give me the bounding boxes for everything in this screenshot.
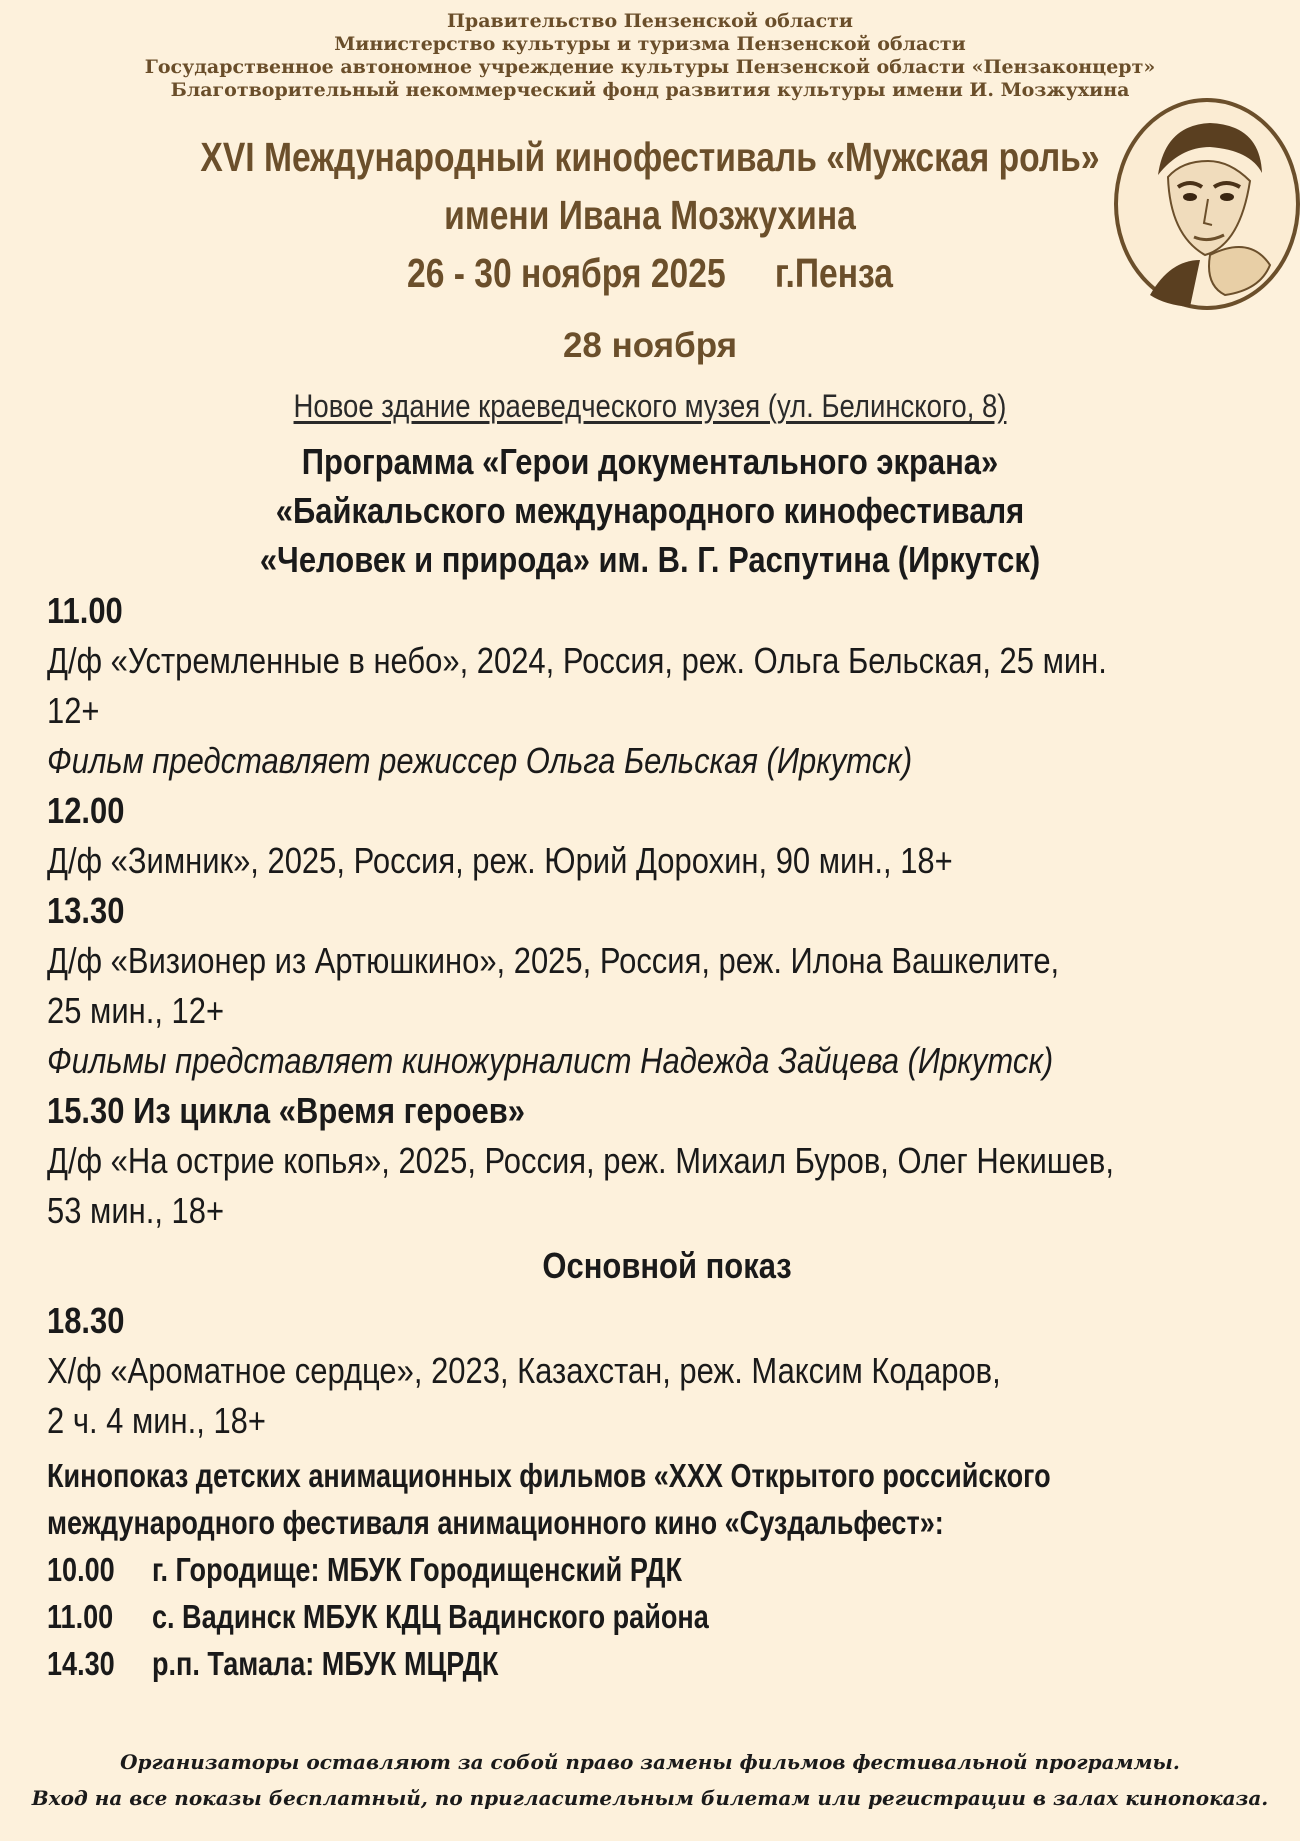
schedule-time: 11.00 bbox=[47, 590, 123, 631]
footer-line: Организаторы оставляют за собой право замены фильмов фестивальной программы. bbox=[120, 1750, 1180, 1774]
program-title-line: Программа «Герои документального экрана» bbox=[301, 441, 999, 482]
organizers-header bbox=[0, 10, 1300, 102]
schedule bbox=[47, 586, 1113, 1446]
film-description: Х/ф «Ароматное сердце», 2023, Казахстан, реж. Максим Кодаров, bbox=[47, 1350, 1001, 1391]
actor-portrait-icon bbox=[1110, 95, 1300, 313]
film-description: 53 мин., 18+ bbox=[47, 1190, 225, 1231]
film-description: 12+ bbox=[47, 690, 100, 731]
film-note: Фильм представляет режиссер Ольга Бельская (Иркутск) bbox=[47, 740, 913, 781]
kinopokaz-place: с. Вадинск МБУК КДЦ Вадинского района bbox=[151, 1598, 709, 1635]
kinopokaz-intro: Кинопоказ детских анимационных фильмов «ХХХ Открытого российского bbox=[47, 1457, 1051, 1494]
kinopokaz-place: г. Городище: МБУК Городищенский РДК bbox=[151, 1551, 682, 1588]
program-title-line: «Человек и природа» им. В. Г. Распутина (Иркутск) bbox=[259, 539, 1041, 580]
film-description: Д/ф «Зимник», 2025, Россия, реж. Юрий Дорохин, 90 мин., 18+ bbox=[47, 840, 953, 881]
festival-city: г.Пенза bbox=[774, 250, 893, 296]
venue bbox=[91, 388, 1209, 425]
footer-notes bbox=[0, 1744, 1300, 1816]
kinopokaz-time: 10.00 bbox=[47, 1551, 115, 1588]
film-description: Д/ф «На острие копья», 2025, Россия, реж. Михаил Буров, Олег Некишев, bbox=[47, 1140, 1114, 1181]
schedule-time: 13.30 bbox=[47, 890, 125, 931]
program-title bbox=[91, 437, 1209, 584]
org-line: Правительство Пензенской области bbox=[446, 10, 854, 32]
film-description: 25 мин., 12+ bbox=[47, 990, 225, 1031]
festival-title-line2: имени Ивана Мозжухина bbox=[444, 192, 856, 238]
schedule-time: 15.30 Из цикла «Время героев» bbox=[47, 1090, 526, 1131]
kinopokaz-time: 11.00 bbox=[47, 1598, 114, 1635]
footer-line: Вход на все показы бесплатный, по пригласительным билетам или регистрации в залах кинопоказа. bbox=[31, 1786, 1269, 1810]
venue-text: Новое здание краеведческого музея (ул. Белинского, 8) bbox=[293, 388, 1007, 424]
festival-title bbox=[117, 128, 1183, 302]
film-note: Фильмы представляет киножурналист Надежда Зайцева (Иркутск) bbox=[47, 1040, 1054, 1081]
kinopokaz-row bbox=[47, 1546, 1064, 1593]
org-line: Государственное автономное учреждение культуры Пензенской области «Пензаконцерт» bbox=[144, 56, 1156, 78]
kinopokaz-place: р.п. Тамала: МБУК МЦРДК bbox=[151, 1645, 499, 1682]
kinopokaz-row bbox=[47, 1640, 1064, 1687]
film-description: 2 ч. 4 мин., 18+ bbox=[47, 1400, 266, 1441]
film-description: Д/ф «Устремленные в небо», 2024, Россия, реж. Ольга Бельская, 25 мин. bbox=[47, 640, 1107, 681]
kinopokaz-intro: международного фестиваля анимационного кино «Суздальфест»: bbox=[47, 1504, 944, 1541]
org-line: Министерство культуры и туризма Пензенской области bbox=[334, 33, 966, 55]
kinopokaz-section bbox=[47, 1452, 1064, 1687]
kinopokaz-row bbox=[47, 1593, 1064, 1640]
kinopokaz-time: 14.30 bbox=[47, 1645, 115, 1682]
schedule-time: 12.00 bbox=[47, 790, 125, 831]
festival-dates: 26 - 30 ноября 2025 bbox=[407, 250, 726, 296]
main-show-heading: Основной показ bbox=[542, 1245, 792, 1286]
festival-title-line1: XVI Международный кинофестиваль «Мужская роль» bbox=[200, 134, 1100, 180]
program-title-line: «Байкальского международного кинофестиваля bbox=[275, 490, 1025, 531]
film-description: Д/ф «Визионер из Артюшкино», 2025, Россия, реж. Илона Вашкелите, bbox=[47, 940, 1060, 981]
festival-dates-line bbox=[117, 244, 1183, 302]
org-line: Благотворительный некоммерческий фонд развития культуры имени И. Мозжухина bbox=[170, 79, 1130, 101]
day-heading: 28 ноября bbox=[562, 326, 738, 365]
schedule-time: 18.30 bbox=[47, 1300, 125, 1341]
